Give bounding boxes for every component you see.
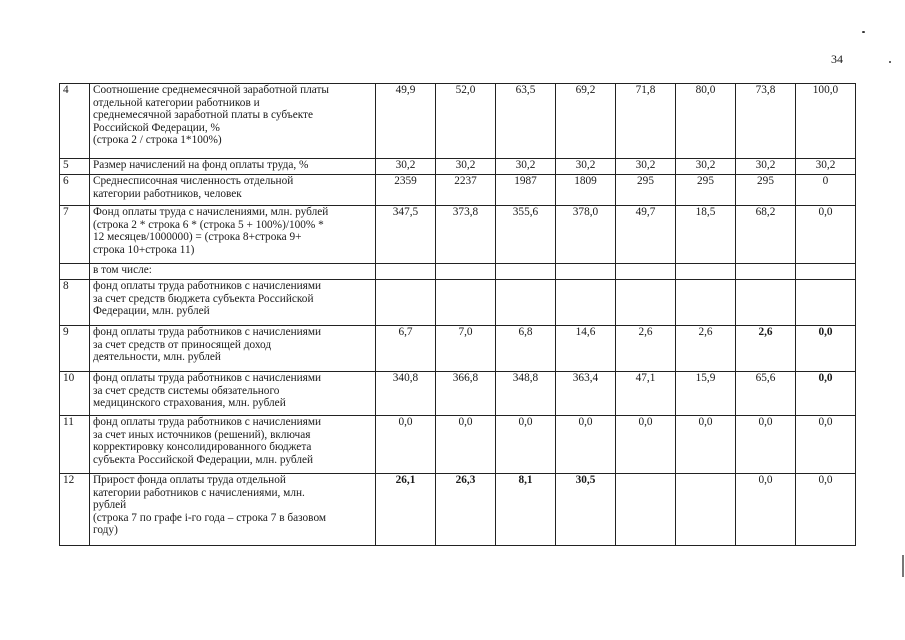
value-cell: 366,8 [436,372,496,416]
page-number: 34 [831,52,843,66]
value-cell: 2,6 [676,326,736,372]
description-line: за счет средств системы обязательного [93,384,280,397]
value-cell [496,280,556,326]
row-description [90,326,376,372]
description-line: (строка 2 * строка 6 * (строка 5 + 100%)/100% * [93,218,324,231]
value-cell: 355,6 [496,206,556,264]
description-line: категории работников с начислениями, млн. [93,486,305,499]
value-cell: 0,0 [796,326,856,372]
value-cell: 0,0 [796,416,856,474]
description-line: фонд оплаты труда работников с начислениями [93,416,322,428]
description-line: году) [93,524,118,537]
value-cell: 30,2 [736,159,796,175]
scan-speck [862,31,865,33]
value-cell: 0,0 [556,416,616,474]
value-cell [676,264,736,280]
value-cell: 295 [616,175,676,206]
value-cell: 69,2 [556,84,616,159]
value-cell: 30,2 [676,159,736,175]
scan-edge-mark [902,555,904,577]
row-number: 6 [60,175,90,206]
value-cell: 2237 [436,175,496,206]
value-cell: 6,7 [376,326,436,372]
value-cell: 18,5 [676,206,736,264]
value-cell: 49,9 [376,84,436,159]
row-description [90,416,376,474]
value-cell: 100,0 [796,84,856,159]
value-cell: 0,0 [736,474,796,546]
value-cell: 0,0 [796,372,856,416]
description-line: Российской Федерации, % [93,121,220,134]
description-line: корректировку консолидированного бюджета [93,441,312,454]
table-row [60,474,856,546]
value-cell: 30,2 [556,159,616,175]
value-cell [736,280,796,326]
description-line: фонд оплаты труда работников с начислениями [93,280,322,292]
value-cell: 15,9 [676,372,736,416]
value-cell [496,264,556,280]
value-cell: 2,6 [616,326,676,372]
row-number: 8 [60,280,90,326]
value-cell: 347,5 [376,206,436,264]
value-cell: 295 [736,175,796,206]
value-cell: 0,0 [736,416,796,474]
table-row [60,280,856,326]
description-line: 12 месяцев/1000000) = (строка 8+строка 9+ [93,231,302,244]
value-cell: 295 [676,175,736,206]
row-number [60,264,90,280]
row-number: 9 [60,326,90,372]
table-row [60,416,856,474]
row-description [90,175,376,206]
value-cell: 65,6 [736,372,796,416]
table-row [60,206,856,264]
value-cell [436,280,496,326]
value-cell: 63,5 [496,84,556,159]
value-cell: 0,0 [616,416,676,474]
value-cell: 30,2 [616,159,676,175]
description-line: Размер начислений на фонд оплаты труда, % [93,159,309,171]
value-cell [676,474,736,546]
value-cell: 0 [796,175,856,206]
value-cell: 26,1 [376,474,436,546]
value-cell [556,280,616,326]
value-cell: 2,6 [736,326,796,372]
table-row [60,264,856,280]
value-cell: 73,8 [736,84,796,159]
description-line: отдельной категории работников и [93,96,260,109]
table-row [60,175,856,206]
description-line: субъекта Российской Федерации, млн. рублей [93,453,314,466]
value-cell: 71,8 [616,84,676,159]
value-cell: 2359 [376,175,436,206]
row-number: 7 [60,206,90,264]
description-line: среднемесячной заработной платы в субъекте [93,109,314,122]
value-cell [676,280,736,326]
value-cell: 80,0 [676,84,736,159]
description-line: строка 10+строка 11) [93,243,195,256]
description-line: Соотношение среднемесячной заработной платы [93,84,330,96]
row-description [90,84,376,159]
row-number: 12 [60,474,90,546]
description-line: за счет средств бюджета субъекта Российской [93,292,314,305]
value-cell: 30,2 [496,159,556,175]
value-cell [616,280,676,326]
value-cell: 0,0 [496,416,556,474]
value-cell: 340,8 [376,372,436,416]
description-line: фонд оплаты труда работников с начислениями [93,326,322,338]
value-cell: 47,1 [616,372,676,416]
value-cell: 0,0 [796,474,856,546]
value-cell [376,264,436,280]
value-cell: 30,2 [796,159,856,175]
value-cell [556,264,616,280]
table-row [60,326,856,372]
value-cell [736,264,796,280]
value-cell: 373,8 [436,206,496,264]
row-description [90,159,376,175]
row-number: 11 [60,416,90,474]
row-number: 5 [60,159,90,175]
value-cell: 49,7 [616,206,676,264]
description-line: (строка 7 по графе i-го года – строка 7 в базовом [93,511,327,524]
description-line: рублей [93,499,127,512]
value-cell: 14,6 [556,326,616,372]
description-line: деятельности, млн. рублей [93,351,221,364]
value-cell [376,280,436,326]
value-cell: 0,0 [376,416,436,474]
description-line: Среднесписочная численность отдельной [93,175,294,187]
value-cell: 6,8 [496,326,556,372]
description-line: Прирост фонда оплаты труда отдельной [93,474,286,486]
row-description [90,264,376,280]
value-cell: 1809 [556,175,616,206]
value-cell: 0,0 [676,416,736,474]
row-number: 10 [60,372,90,416]
description-line: фонд оплаты труда работников с начислениями [93,372,322,384]
scan-speck [889,61,891,63]
table-body [60,84,856,546]
value-cell [436,264,496,280]
value-cell: 8,1 [496,474,556,546]
row-description [90,372,376,416]
row-description [90,280,376,326]
table-row [60,84,856,159]
value-cell: 0,0 [796,206,856,264]
value-cell: 52,0 [436,84,496,159]
table-row [60,159,856,175]
value-cell: 30,5 [556,474,616,546]
value-cell [796,280,856,326]
description-line: медицинского страхования, млн. рублей [93,397,286,410]
value-cell: 1987 [496,175,556,206]
data-table [59,83,856,546]
table-row [60,372,856,416]
value-cell: 348,8 [496,372,556,416]
value-cell: 30,2 [376,159,436,175]
description-line: Фонд оплаты труда с начислениями, млн. рублей [93,206,329,218]
description-line: (строка 2 / строка 1*100%) [93,134,222,147]
value-cell: 378,0 [556,206,616,264]
row-number: 4 [60,84,90,159]
value-cell: 363,4 [556,372,616,416]
value-cell: 26,3 [436,474,496,546]
value-cell: 30,2 [436,159,496,175]
value-cell: 68,2 [736,206,796,264]
description-line: Федерации, млн. рублей [93,305,210,318]
value-cell [616,264,676,280]
value-cell: 0,0 [436,416,496,474]
description-line: в том числе: [93,264,152,276]
description-line: за счет иных источников (решений), включая [93,428,311,441]
value-cell [796,264,856,280]
row-description [90,474,376,546]
value-cell [616,474,676,546]
value-cell: 7,0 [436,326,496,372]
description-line: категории работников, человек [93,187,242,200]
row-description [90,206,376,264]
description-line: за счет средств от приносящей доход [93,338,272,351]
